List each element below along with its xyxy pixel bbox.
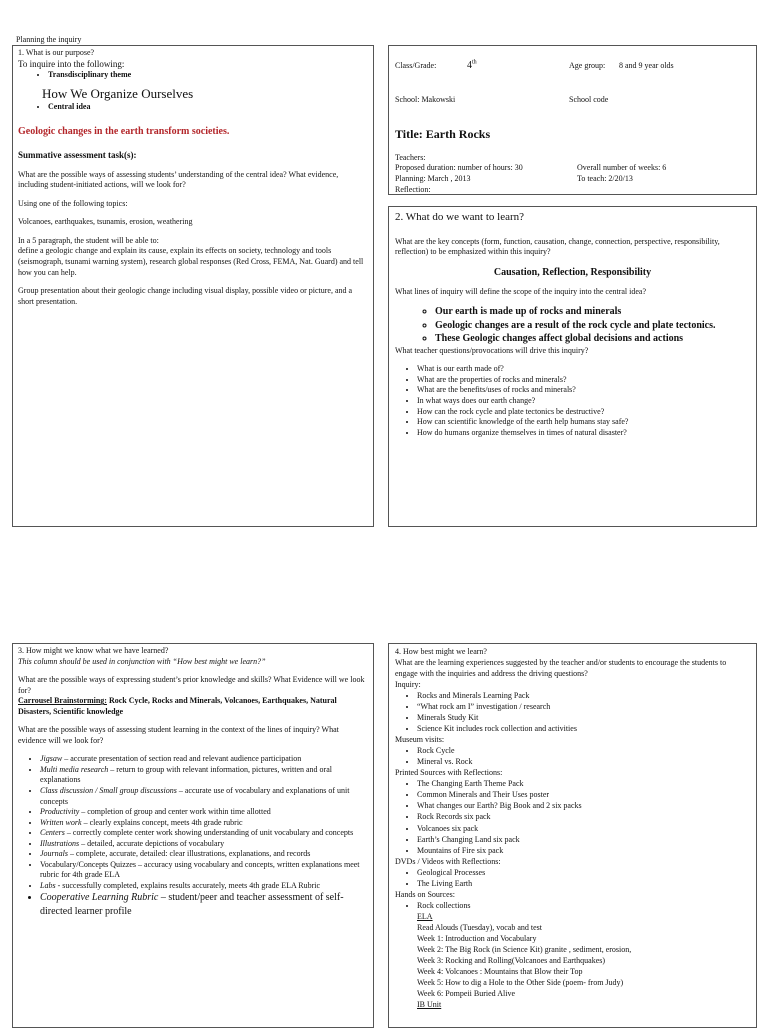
list-item: • Rock Records six pack [417,811,750,822]
prior-knowledge-question: What are the possible ways of expressing student’s prior knowledge and skills? What Evidence will we look for? [18,675,365,695]
summative-label: Summative assessment task(s): [18,149,137,160]
list-item: • Rocks and Minerals Learning Pack [417,690,750,701]
class-grade-label: Class/Grade: [395,61,437,70]
overall-weeks: Overall number of weeks: 6 [577,163,667,173]
printed-sources-list [395,778,750,855]
dvd-label: DVDs / Videos with Reflections: [395,856,501,866]
assessment-list [18,754,368,891]
list-item: • Cooperative Learning Rubric – student/peer and teacher assessment of self-directed learner profile [40,891,368,917]
central-idea-text: Geologic changes in the earth transform societies. [18,125,230,137]
section-2-heading: 2. What do we want to learn? [395,211,525,223]
hands-on-list [395,900,750,911]
ela-line: Read Alouds (Tuesday), vocab and test [417,922,543,932]
learning-experiences-question: What are the learning experiences suggested by the teacher and/or students to encourage the students to engage with the inquiries and address the driving questions? [395,658,727,679]
school-name: School: Makowski [395,95,456,104]
list-item: • Science Kit includes rock collection and activities [417,723,750,734]
list-item: • How do humans organize themselves in times of natural disaster? [417,428,750,439]
inquire-intro: To inquire into the following: [18,58,125,69]
line-of-inquiry-2: ◦ Geologic changes are a result of the rock cycle and plate tectonics. [435,319,750,333]
list-item: • How can scientific knowledge of the earth help humans stay safe? [417,417,750,428]
planning-date: Planning: March , 2013 [395,174,471,184]
want-to-learn-box [388,206,757,527]
ela-heading: ELA [417,911,433,921]
column-note: This column should be used in conjunction with “How best might we learn?” [18,656,266,666]
group-presentation: Group presentation about their geologic change including visual display, possible video or picture, and a short presentation. [18,286,353,306]
paragraph-task: define a geologic change and explain its cause, explain its effects on society, technology and tools (seismograph, tsunami warning system), research global responses (Red Cross, FEMA, Nat. Guard) and tell how you can help. [18,246,364,277]
how-best-learn-box [388,643,757,1028]
list-item: • Rock collections [417,900,750,911]
assessment-item: • Productivity – completion of group and center work within time allotted [40,807,368,818]
list-item: • What changes our Earth? Big Book and 2 six packs [417,800,750,811]
age-group-value: 8 and 9 year olds [619,61,674,70]
section-3-heading: 3. How might we know what we have learned? [18,646,169,655]
line-of-inquiry-3: ◦ These Geologic changes affect global decisions and actions [435,332,750,346]
list-item: • Minerals Study Kit [417,712,750,723]
assessment-item: • Illustrations – detailed, accurate depictions of vocabulary [40,839,368,850]
theme-text: How We Organize Ourselves [42,85,194,101]
question-1: 1. What is our purpose? [18,48,95,57]
cooperative-list [18,891,368,917]
list-item: • Common Minerals and Their Uses poster [417,789,750,800]
key-concepts-question: What are the key concepts (form, function, causation, change, connection, perspective, responsibility, reflection) to be emphasized within this inquiry? [395,236,720,257]
theme-list [18,70,368,81]
paragraph-intro: In a 5 paragraph, the student will be able to: [18,235,159,245]
ela-line: Week 5: How to dig a Hole to the Other Side (poem- from Judy) [417,977,624,987]
ela-block [395,911,750,1010]
assessment-item: • Labs - successfully completed, explains results accurately, meets 4th grade ELA Rubric [40,881,368,892]
list-item: • Rock Cycle [417,745,750,756]
assessment-item: • Multi media research – return to group with relevant information, pictures, written and oral explanations [40,765,368,786]
list-item: • The Living Earth [417,878,750,889]
reflection-label: Reflection: [395,185,431,195]
list-item: • Mineral vs. Rock [417,756,750,767]
assessment-item: • Journals – complete, accurate, detailed: clear illustrations, explanations, and records [40,849,368,860]
inquiry-label: Inquiry: [395,680,421,690]
assessment-item: • Centers – correctly complete center work showing understanding of unit vocabulary and concepts [40,828,368,839]
summative-question: What are the possible ways of assessing students’ understanding of the central idea? What evidence, including student-initiated actions, will we look for? [18,169,339,190]
purpose-box [12,45,374,527]
list-item: • What are the benefits/uses of rocks and minerals? [417,385,750,396]
carousel-brainstorming: Carrousel Brainstorming: Rock Cycle, Rocks and Minerals, Volcanoes, Earthquakes, Natural Disasters, Scientific knowledge [18,696,337,716]
unit-title: Title: Earth Rocks [395,127,491,141]
list-item: • Mountains of Fire six pack [417,845,750,856]
ib-unit-heading: IB Unit [417,1000,442,1009]
assessment-question: What are the possible ways of assessing student learning in the context of the lines of inquiry? What evidence will we look for? [18,725,339,745]
list-item: • Earth’s Changing Land six pack [417,834,750,845]
list-item: • “What rock am I” investigation / research [417,701,750,712]
how-we-know-box [12,643,374,1028]
topics-intro: Using one of the following topics: [18,198,128,208]
dvd-list [395,867,750,889]
ela-line: Week 1: Introduction and Vocabulary [417,933,537,943]
to-teach-date: To teach: 2/20/13 [577,174,633,184]
list-item: • Volcanoes six pack [417,823,750,834]
theme-label: • Transdisciplinary theme [48,70,368,81]
printed-sources-label: Printed Sources with Reflections: [395,768,503,778]
school-code: School code [569,95,609,104]
assessment-item: • Vocabulary/Concepts Quizzes – accuracy using vocabulary and concepts, written explanations meet rubric for 4th grade ELA [40,860,368,881]
teachers-label: Teachers: [395,152,426,162]
teacher-questions-list [395,364,750,438]
age-group-label: Age group: [569,61,606,70]
list-item: • Geological Processes [417,867,750,878]
central-idea-label: • Central idea [48,102,368,113]
assessment-item: • Jigsaw – accurate presentation of section read and relevant audience participation [40,754,368,765]
class-grade-value: 4th [467,59,477,71]
topics-list: Volcanoes, earthquakes, tsunamis, erosion, weathering [18,217,193,227]
central-list [18,102,368,113]
list-item: • What is our earth made of? [417,364,750,375]
lines-of-inquiry-list [395,305,750,346]
planning-heading: Planning the inquiry [16,35,82,44]
lines-of-inquiry-question: What lines of inquiry will define the scope of the inquiry into the central idea? [395,286,647,296]
purpose-heading-block [16,35,376,46]
museum-label: Museum visits: [395,735,445,745]
assessment-item: • Class discussion / Small group discussions – accurate use of vocabulary and explanations of unit concepts [40,786,368,807]
list-item: • How can the rock cycle and plate tectonics be destructive? [417,407,750,418]
assessment-item: • Written work – clearly explains concept, meets 4th grade rubric [40,818,368,829]
ela-line: Week 3: Rocking and Rolling(Volcanoes and Earthquakes) [417,955,606,965]
teacher-questions-label: What teacher questions/provocations will drive this inquiry? [395,345,589,355]
ela-line: Week 6: Pompeii Buried Alive [417,988,516,998]
hands-on-label: Hands on Sources: [395,889,455,899]
ela-line: Week 2: The Big Rock (in Science Kit) granite , sediment, erosion, [417,944,632,954]
line-of-inquiry-1: ◦ Our earth is made up of rocks and minerals [435,305,750,319]
inquiry-list [395,690,750,734]
proposed-duration: Proposed duration: number of hours: 30 [395,163,523,173]
section-4-heading: 4. How best might we learn? [395,647,487,656]
class-info-box [388,45,757,195]
museum-list [395,745,750,767]
list-item: • In what ways does our earth change? [417,396,750,407]
key-concepts: Causation, Reflection, Responsibility [493,266,652,278]
list-item: • What are the properties of rocks and minerals? [417,375,750,386]
list-item: • The Changing Earth Theme Pack [417,778,750,789]
ela-line: Week 4: Volcanoes : Mountains that Blow their Top [417,966,583,976]
